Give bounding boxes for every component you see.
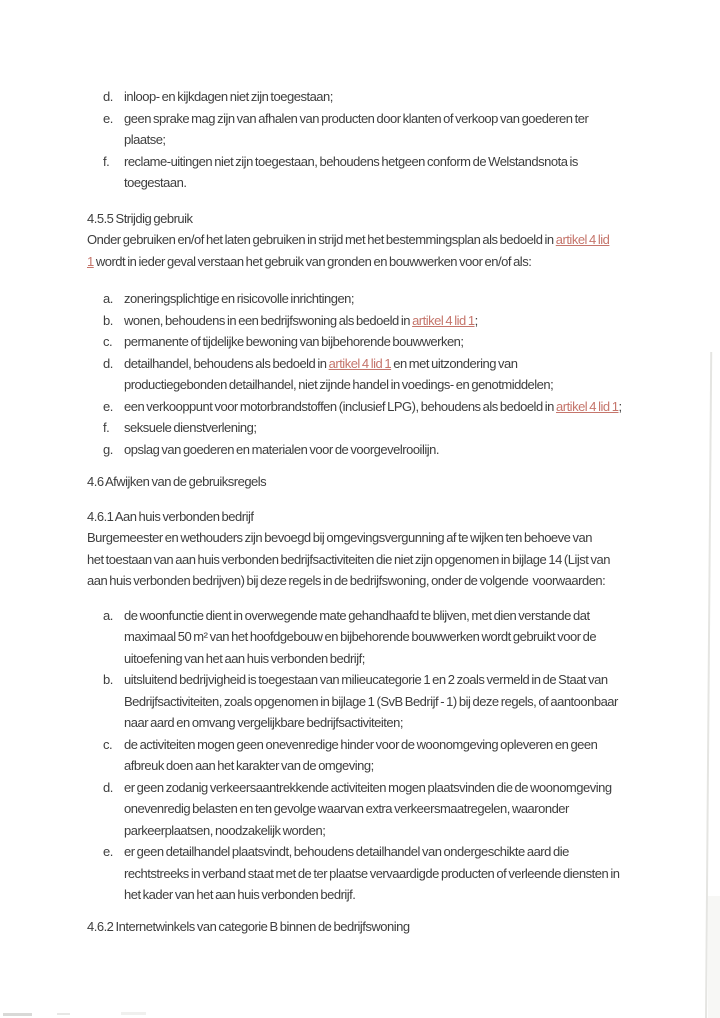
text-segment: seksuele dienstverlening; — [124, 420, 257, 435]
text-line — [124, 648, 596, 670]
text-line — [124, 841, 619, 863]
scan-artifact — [121, 1012, 146, 1015]
text-line — [87, 208, 697, 230]
list-item-text — [124, 439, 439, 461]
text-segment: inloop- en kijkdagen niet zijn toegestaan; — [124, 89, 333, 104]
artikel-link[interactable]: artikel 4 lid 1 — [328, 355, 392, 371]
text-line — [124, 712, 618, 734]
text-segment: een verkooppunt voor motorbrandstoffen (inclusief LPG), behoudens als bedoeld in — [124, 398, 557, 414]
text-line — [124, 691, 618, 713]
text-segment: zoneringsplichtige en risicovolle inrichtingen; — [124, 291, 355, 306]
artikel-link[interactable]: artikel 4 lid 1 — [412, 312, 475, 328]
text-line — [124, 172, 578, 194]
ordered-list — [103, 605, 697, 906]
text-line — [124, 755, 597, 777]
text-segment: ; — [618, 398, 622, 414]
text-segment: naar aard en omvang vergelijkbare bedrijfsactiviteiten; — [124, 715, 403, 730]
document-content — [87, 86, 697, 937]
text-line — [124, 86, 333, 108]
text-line — [124, 626, 596, 648]
text-segment: wordt in ieder geval verstaan het gebruik van gronden en bouwwerken voor en/of als: — [93, 253, 532, 269]
list-item — [103, 108, 697, 151]
section-heading — [87, 208, 697, 230]
text-line — [124, 374, 553, 396]
text-segment: geen sprake mag zijn van afhalen van producten door klanten of verkoop van goederen ter — [124, 110, 589, 126]
list-item — [103, 734, 697, 777]
list-marker: d. — [103, 89, 113, 104]
list-item — [103, 669, 697, 734]
list-item — [103, 288, 697, 310]
text-line — [87, 471, 697, 493]
text-line — [124, 288, 354, 310]
text-line — [124, 396, 622, 418]
list-item — [103, 841, 697, 906]
list-item — [103, 605, 697, 670]
text-line — [87, 506, 697, 528]
list-item-text — [124, 353, 553, 396]
list-marker: c. — [103, 736, 113, 752]
text-segment: parkeerplaatsen, noodzakelijk worden; — [124, 822, 326, 838]
heading-text: 4.6.1 Aan huis verbonden bedrijf — [87, 508, 254, 524]
text-line — [87, 527, 697, 549]
list-marker: e. — [103, 398, 113, 414]
list-marker: e. — [103, 110, 113, 126]
list-marker: c. — [103, 334, 113, 349]
text-line — [87, 229, 697, 251]
text-line — [124, 820, 612, 842]
list-item-text — [124, 288, 354, 310]
text-line — [124, 884, 619, 906]
list-item — [103, 417, 697, 439]
text-line — [87, 916, 697, 938]
list-item-text — [124, 669, 618, 734]
text-segment: aan huis verbonden bedrijven) bij deze regels in de bedrijfswoning, onder de volgende voorwaarden: — [87, 573, 606, 588]
text-segment: Burgemeester en wethouders zijn bevoegd bij omgevingsvergunning af te wijken ten behoeve van — [87, 530, 592, 545]
text-line — [124, 734, 597, 756]
text-segment: de woonfunctie dient in overwegende mate gehandhaafd te blijven, met dien verstande dat — [124, 607, 590, 623]
text-line — [124, 605, 596, 627]
list-item-text — [124, 605, 596, 670]
text-segment: toegestaan. — [124, 175, 187, 190]
list-item-text — [124, 841, 619, 906]
text-line — [124, 151, 578, 173]
text-segment: rechtstreeks in verband staat met de ter plaatse vervaardigde producten of verleende diensten in — [124, 865, 620, 881]
list-item-text — [124, 777, 612, 842]
text-line — [124, 417, 256, 439]
text-line — [87, 570, 697, 592]
scan-artifact — [57, 1013, 70, 1015]
list-item — [103, 396, 697, 418]
artikel-link[interactable]: artikel 4 lid 1 — [556, 398, 619, 414]
list-marker: b. — [103, 312, 113, 328]
text-segment: wonen, behoudens in een bedrijfswoning als bedoeld in — [124, 312, 413, 328]
text-segment: Onder gebruiken en/of het laten gebruiken in strijd met het bestemmingsplan als bedoeld in — [87, 232, 556, 247]
text-line — [124, 331, 464, 353]
list-item — [103, 86, 697, 108]
text-line — [124, 129, 588, 151]
text-line — [124, 439, 439, 461]
text-line — [124, 310, 478, 332]
text-segment: opslag van goederen en materialen voor de voorgevelrooilijn. — [124, 441, 439, 457]
text-line — [124, 777, 612, 799]
text-segment: het kader van het aan huis verbonden bedrijf. — [124, 887, 356, 902]
heading-text: 4.6.2 Internetwinkels van categorie B binnen de bedrijfswoning — [87, 918, 410, 934]
text-line — [87, 549, 697, 571]
text-segment: Bedrijfsactiviteiten, zoals opgenomen in bijlage 1 (SvB Bedrijf - 1) bij deze regels, of aantoonbaar — [124, 693, 618, 709]
list-marker: a. — [103, 607, 113, 623]
list-item — [103, 310, 697, 332]
text-line — [124, 798, 612, 820]
list-item-text — [124, 310, 478, 332]
artikel-link[interactable]: 1 — [87, 253, 94, 269]
section-heading — [87, 916, 697, 938]
text-line — [124, 863, 619, 885]
scan-artifact — [3, 1013, 32, 1016]
text-segment: maximaal 50 m² van het hoofdgebouw en bijbehorende bouwwerken wordt gebruikt voor de — [124, 629, 597, 644]
ordered-list — [103, 288, 697, 460]
list-item — [103, 353, 697, 396]
text-segment: en met uitzondering van — [391, 355, 518, 371]
list-marker: d. — [103, 779, 113, 795]
paragraph — [87, 527, 697, 592]
list-item-text — [124, 151, 578, 194]
list-item-text — [124, 331, 464, 353]
list-marker: a. — [103, 291, 113, 306]
list-item-text — [124, 108, 588, 151]
text-segment: reclame-uitingen niet zijn toegestaan, behoudens hetgeen conform de Welstandsnota is — [124, 153, 578, 169]
text-segment: plaatse; — [124, 132, 166, 147]
text-segment: afbreuk doen aan het karakter van de omgeving; — [124, 758, 374, 773]
list-marker: d. — [103, 355, 113, 371]
list-marker: e. — [103, 844, 113, 859]
text-segment: uitoefening van het aan huis verbonden bedrijf; — [124, 650, 365, 666]
text-line — [124, 669, 618, 691]
list-item — [103, 151, 697, 194]
text-segment: productiegebonden detailhandel, niet zijnde handel in voedings- en genotmiddelen; — [124, 377, 554, 392]
text-segment: ; — [474, 312, 478, 328]
text-segment: onevenredig belasten en ten gevolge waarvan extra verkeersmaatregelen, waaronder — [124, 801, 569, 816]
paragraph — [87, 229, 697, 272]
section-heading — [87, 506, 697, 528]
list-item-text — [124, 734, 597, 777]
list-marker: f. — [103, 420, 110, 435]
ordered-list — [103, 86, 697, 194]
list-marker: b. — [103, 672, 113, 687]
text-segment: de activiteiten mogen geen onevenredige hinder voor de woonomgeving opleveren en geen — [124, 736, 598, 752]
artikel-link[interactable]: artikel 4 lid — [555, 232, 610, 247]
heading-text: 4.5.5 Strijdig gebruik — [87, 210, 193, 226]
text-segment: er geen detailhandel plaatsvindt, behoudens detailhandel van ondergeschikte aard die — [124, 844, 569, 859]
list-item-text — [124, 86, 333, 108]
text-segment: het toestaan van aan huis verbonden bedrijfsactiviteiten die niet zijn opgenomen in bijlage 14 (Lijst van — [87, 551, 610, 567]
heading-text: 4.6 Afwijken van de gebruiksregels — [87, 474, 267, 489]
text-segment: permanente of tijdelijke bewoning van bijbehorende bouwwerken; — [124, 334, 464, 349]
list-marker: g. — [103, 441, 113, 457]
text-segment: uitsluitend bedrijvigheid is toegestaan van milieucategorie 1 en 2 zoals vermeld in de Staat van — [124, 672, 608, 687]
list-item — [103, 439, 697, 461]
section-heading — [87, 471, 697, 493]
list-marker: f. — [103, 153, 110, 169]
list-item-text — [124, 396, 622, 418]
text-line — [124, 108, 588, 130]
text-segment: er geen zodanig verkeersaantrekkende activiteiten mogen plaatsvinden die de woonomgeving — [124, 779, 612, 795]
list-item-text — [124, 417, 256, 439]
list-item — [103, 777, 697, 842]
text-line — [124, 353, 553, 375]
scan-edge-shadow — [708, 896, 720, 1018]
text-segment: detailhandel, behoudens als bedoeld in — [124, 355, 329, 371]
text-line — [87, 251, 697, 273]
list-item — [103, 331, 697, 353]
